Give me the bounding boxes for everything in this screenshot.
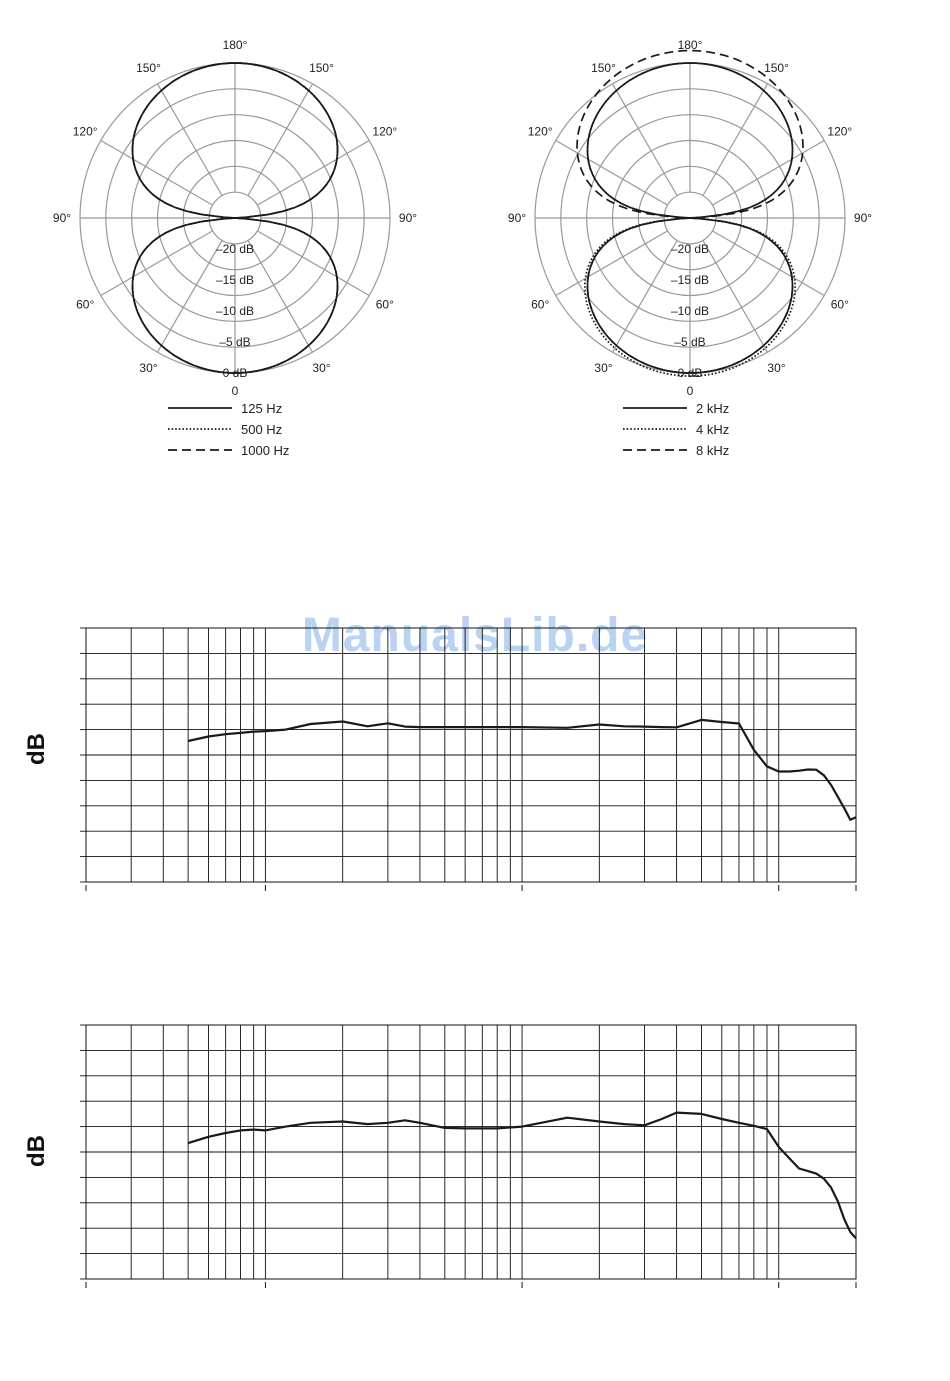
legend-label: 125 Hz [241, 401, 283, 416]
polar-angle-label: 150° [764, 61, 789, 76]
polar-chart-right [500, 40, 880, 470]
polar-angle-label: 60° [76, 297, 95, 312]
polar-angle-label: 150° [309, 61, 334, 76]
polar-angle-label: 60° [375, 297, 394, 312]
polar-ring-label: –20 dB [215, 242, 255, 256]
polar-angle-label: 30° [312, 360, 331, 375]
watermark: ManualsLib.de [301, 609, 649, 662]
legend-label: 4 kHz [696, 422, 730, 437]
legend-label: 500 Hz [241, 422, 283, 437]
polar-angle-label: 60° [531, 297, 550, 312]
polar-angle-label: 120° [827, 124, 853, 139]
polar-ring-label: 0 dB [677, 366, 703, 380]
polar-ring-label: –15 dB [670, 273, 710, 287]
frequency-response-chart-1 [0, 610, 950, 920]
polar-angle-label: 120° [527, 124, 553, 139]
polar-angle-label: 150° [136, 61, 161, 76]
polar-angle-label: 0 [231, 384, 239, 398]
polar-angle-label: 120° [72, 124, 98, 139]
frequency-response-chart-2 [0, 1007, 950, 1317]
polar-chart-left-svg [45, 40, 425, 470]
polar-ring-label: 0 dB [222, 366, 248, 380]
y-axis-label: dB [23, 733, 50, 765]
polar-ring-label: –5 dB [219, 335, 251, 349]
frequency-response-chart-1-svg [0, 610, 950, 920]
polar-angle-label: 30° [139, 360, 158, 375]
polar-ring-label: –20 dB [670, 242, 710, 256]
polar-angle-label: 180° [677, 40, 703, 52]
polar-angle-label: 0 [686, 384, 694, 398]
legend-label: 1000 Hz [241, 443, 290, 458]
polar-chart-left [45, 40, 425, 470]
polar-ring-label: –15 dB [215, 273, 255, 287]
polar-angle-label: 90° [52, 211, 72, 225]
legend-label: 8 kHz [696, 443, 730, 458]
y-axis-label: dB [23, 1135, 50, 1167]
polar-ring-label: –10 dB [215, 304, 255, 318]
polar-angle-label: 30° [767, 360, 786, 375]
polar-angle-label: 60° [830, 297, 849, 312]
polar-angle-label: 90° [853, 211, 873, 225]
frequency-response-chart-2-svg [0, 1007, 950, 1317]
polar-angle-label: 120° [372, 124, 398, 139]
polar-angle-label: 150° [591, 61, 616, 76]
polar-ring-label: –10 dB [670, 304, 710, 318]
polar-angle-label: 90° [507, 211, 527, 225]
polar-angle-label: 180° [222, 40, 248, 52]
polar-ring-label: –5 dB [674, 335, 706, 349]
polar-angle-label: 30° [594, 360, 613, 375]
legend-label: 2 kHz [696, 401, 730, 416]
polar-chart-right-svg [500, 40, 880, 470]
polar-angle-label: 90° [398, 211, 418, 225]
